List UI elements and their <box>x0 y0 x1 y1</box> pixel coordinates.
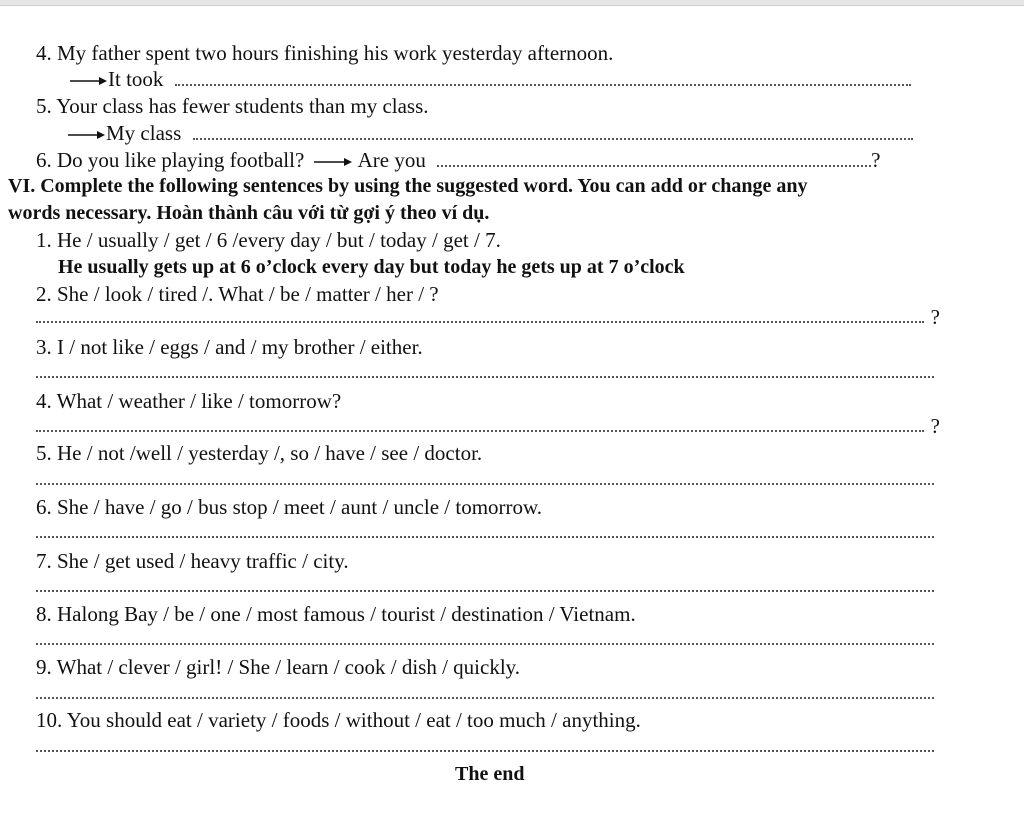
exercise-item-4-answer[interactable] <box>36 414 940 438</box>
example-answer: He usually gets up at 6 o’clock every day but today he gets up at 7 o’clock <box>58 256 685 278</box>
exercise-item-5-answer[interactable] <box>36 469 940 485</box>
answer-4-line[interactable] <box>70 67 911 91</box>
exercise-item-7: 7. She / get used / heavy traffic / city. <box>36 549 349 573</box>
arrow-right-icon <box>70 76 108 86</box>
question-6 <box>36 148 880 172</box>
arrow-right-icon <box>314 157 354 167</box>
exercise-item-4: 4. What / weather / like / tomorrow? <box>36 389 342 413</box>
answer-5-prompt: My class <box>106 121 182 145</box>
exercise-item-6: 6. She / have / go / bus stop / meet / aunt / uncle / tomorrow. <box>36 495 543 519</box>
answer-blank[interactable] <box>36 376 934 378</box>
answer-5-line[interactable] <box>68 121 913 145</box>
answer-blank[interactable] <box>36 483 934 485</box>
exercise-item-10: 10. You should eat / variety / foods / without / eat / too much / anything. <box>36 708 641 732</box>
exercise-item-3: 3. I / not like / eggs / and / my brother / either. <box>36 335 423 359</box>
answer-blank[interactable] <box>36 750 934 752</box>
question-5 <box>36 94 429 118</box>
answer-4-prompt: It took <box>108 67 164 91</box>
end-mark: ? <box>930 414 940 438</box>
exercise-item-2: 2. She / look / tired /. What / be / matter / her / ? <box>36 282 439 306</box>
exercise-item-8-answer[interactable] <box>36 629 940 645</box>
answer-5-blank[interactable] <box>193 124 913 140</box>
exercise-item-9-answer[interactable] <box>36 683 940 699</box>
exercise-item-3-answer[interactable] <box>36 362 940 378</box>
answer-4-blank[interactable] <box>175 70 911 86</box>
exercise-item-9: 9. What / clever / girl! / She / learn / cook / dish / quickly. <box>36 655 521 679</box>
question-4-text: 4. My father spent two hours finishing his work yesterday afternoon. <box>36 41 614 65</box>
answer-6-prompt: Are you <box>357 148 426 172</box>
exercise-item-5: 5. He / not /well / yesterday /, so / have / see / doctor. <box>36 441 483 465</box>
viewer-top-border <box>0 0 1024 6</box>
exercise-item-10-answer[interactable] <box>36 736 940 752</box>
answer-blank[interactable] <box>36 430 924 432</box>
answer-blank[interactable] <box>36 590 934 592</box>
end-mark: ? <box>930 305 940 329</box>
example-prompt: 1. He / usually / get / 6 /every day / but / today / get / 7. <box>36 228 501 252</box>
answer-blank[interactable] <box>36 536 934 538</box>
answer-blank[interactable] <box>36 643 934 645</box>
answer-6-end-mark: ? <box>871 148 881 172</box>
question-5-text: 5. Your class has fewer students than my class. <box>36 94 429 118</box>
answer-blank[interactable] <box>36 697 934 699</box>
exercise-item-6-answer[interactable] <box>36 522 940 538</box>
section-vi-heading-line2: words necessary. Hoàn thành câu với từ gợi ý theo ví dụ. <box>8 202 490 224</box>
section-vi-heading-line1: VI. Complete the following sentences by using the suggested word. You can add or change any <box>8 175 808 197</box>
exercise-item-2-answer[interactable] <box>36 305 940 329</box>
answer-blank[interactable] <box>36 321 924 323</box>
question-6-text: 6. Do you like playing football? <box>36 148 305 172</box>
exercise-item-8: 8. Halong Bay / be / one / most famous / tourist / destination / Vietnam. <box>36 602 636 626</box>
arrow-right-icon <box>68 130 106 140</box>
footer-the-end: The end <box>455 763 525 785</box>
exercise-item-7-answer[interactable] <box>36 576 940 592</box>
question-4 <box>36 41 613 65</box>
answer-6-blank[interactable] <box>437 151 871 167</box>
